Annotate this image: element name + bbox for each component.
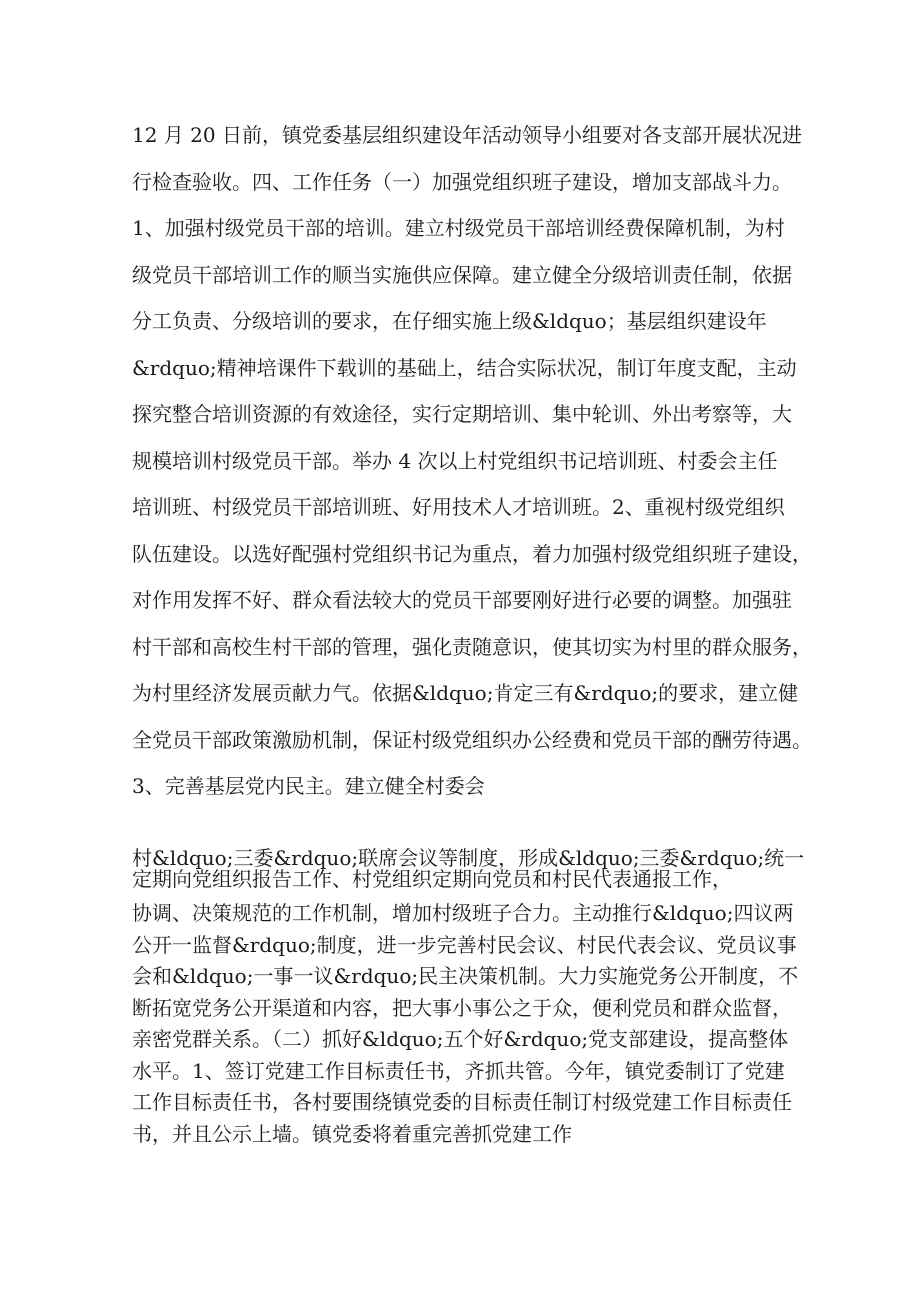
paragraph-block-second <box>132 838 812 878</box>
text-line: 培训班、村级党员干部培训班、好用技术人才培训班。2、重视村级党组织 <box>132 495 785 519</box>
text-line: 探究整合培训资源的有效途径，实行定期培训、集中轮训、外出考察等，大 <box>132 402 792 426</box>
text-line: 为村里经济发展贡献力气。依据&ldquo;肯定三有&rdquo;的要求，建立健 <box>132 681 799 705</box>
text-line: 行检查验收。四、工作任务（一）加强党组织班子建设，增加支部战斗力。 <box>132 169 792 194</box>
text-line: 分工负责、分级培训的要求，在仔细实施上级&ldquo；基层组织建设年 <box>132 309 767 333</box>
text-line: 工作目标责任书，各村要围绕镇党委的目标责任制订村级党建工作目标责任 <box>132 1090 792 1114</box>
text-line: 断拓宽党务公开渠道和内容，把大事小事公之于众，便利党员和群众监督， <box>132 995 792 1020</box>
text-line: 水平。1、签订党建工作目标责任书，齐抓共管。今年，镇党委制订了党建 <box>132 1058 785 1083</box>
text-line: 亲密党群关系。（二）抓好&ldquo;五个好&rdquo;党支部建设，提高整体 <box>132 1027 789 1051</box>
text-line: 对作用发挥不好、群众看法较大的党员干部要刚好进行必要的调整。加强驻 <box>132 588 792 612</box>
text-line: 全党员干部政策激励机制，保证村级党组织办公经费和党员干部的酬劳待遇。 <box>132 727 812 752</box>
paragraph-block-third <box>132 898 812 1150</box>
text-line: 1、加强村级党员干部的培训。建立村级党员干部培训经费保障机制，为村 <box>132 216 785 240</box>
text-line: 村干部和高校生村干部的管理，强化责随意识，使其切实为村里的群众服务， <box>132 634 812 659</box>
text-line: 村&ldquo;三委&rdquo;联席会议等制度，形成&ldquo;三委&rdquo;统一 <box>132 846 805 870</box>
text-line: 会和&ldquo;一事一议&rdquo;民主决策机制。大力实施党务公开制度，不 <box>132 964 799 988</box>
text-line: 公开一监督&rdquo;制度，进一步完善村民会议、村民代表会议、党员议事 <box>132 932 797 957</box>
text-line: 3、完善基层党内民主。建立健全村委会 <box>132 774 485 798</box>
text-line: 12 月 20 日前，镇党委基层组织建设年活动领导小组要对各支部开展状况进 <box>132 123 802 147</box>
text-line: 级党员干部培训工作的顺当实施供应保障。建立健全分级培训责任制，依据 <box>132 262 792 287</box>
text-line: 定期向党组织报告工作、村党组织定期向党员和村民代表通报工作， <box>132 867 732 891</box>
text-line: &rdquo;精神培课件下载训的基础上，结合实际状况，制订年度支配，主动 <box>132 355 797 380</box>
text-line: 规模培训村级党员干部。举办 4 次以上村党组织书记培训班、村委会主任 <box>132 448 778 473</box>
text-line: 协调、决策规范的工作机制，增加村级班子合力。主动推行&ldquo;四议两 <box>132 901 794 925</box>
text-line: 书，并且公示上墙。镇党委将着重完善抓党建工作 <box>132 1121 572 1146</box>
paragraph-block-main <box>132 112 812 903</box>
text-line: 队伍建设。以选好配强村党组织书记为重点，着力加强村级党组织班子建设， <box>132 541 812 566</box>
